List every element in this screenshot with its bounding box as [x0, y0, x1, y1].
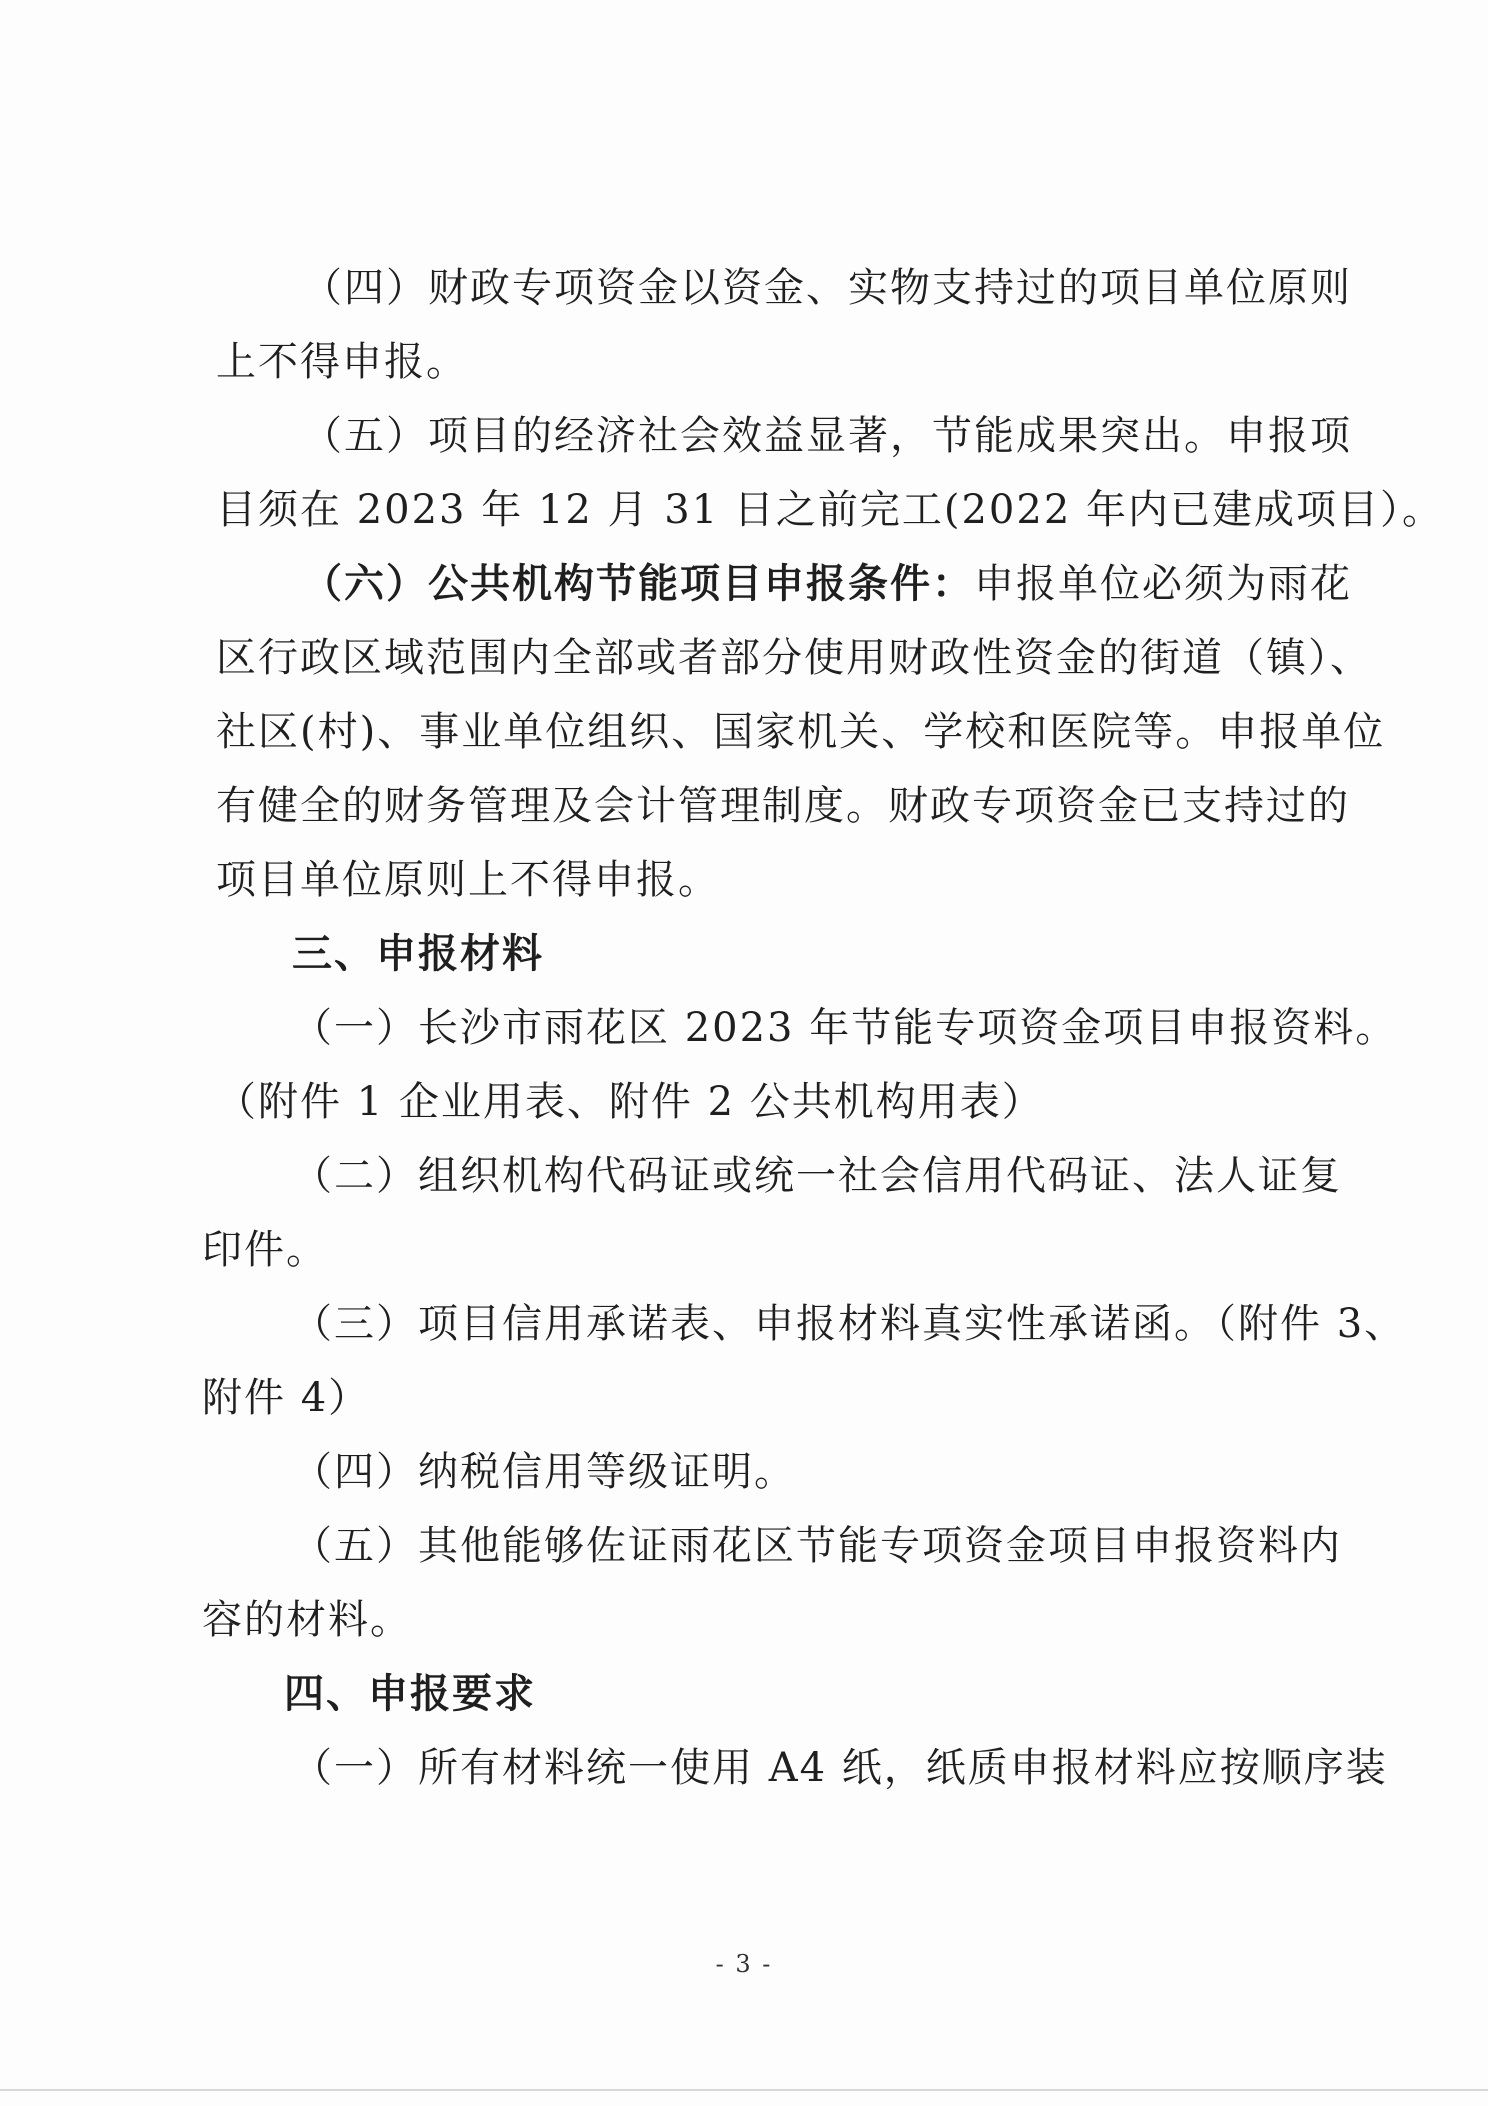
material-2-line-2: 印件。: [202, 1227, 328, 1273]
paragraph-6-line-1: [302, 560, 1352, 607]
material-3-line-2: 附件 4）: [202, 1375, 371, 1421]
paragraph-5-line-1: （五）项目的经济社会效益显著，节能成果突出。申报项: [302, 413, 1352, 459]
section-3-heading: 三、申报材料: [292, 930, 544, 977]
material-1-line-1: （一）长沙市雨花区 2023 年节能专项资金项目申报资料。: [292, 1005, 1398, 1051]
requirement-1-line-1: （一）所有材料统一使用 A4 纸，纸质申报材料应按顺序装: [292, 1745, 1388, 1791]
paragraph-6-text: 申报单位必须为雨花: [974, 561, 1352, 607]
page-number: - 3 -: [715, 1950, 773, 1978]
paragraph-6-line-4: 有健全的财务管理及会计管理制度。财政专项资金已支持过的: [216, 783, 1350, 829]
paragraph-5-line-2: 目须在 2023 年 12 月 31 日之前完工(2022 年内已建成项目）。: [216, 487, 1444, 533]
paragraph-6-line-3: 社区(村)、事业单位组织、国家机关、学校和医院等。申报单位: [216, 709, 1386, 755]
section-4-heading: 四、申报要求: [284, 1670, 536, 1717]
paragraph-4-line-2: 上不得申报。: [216, 339, 468, 385]
paragraph-6-line-5: 项目单位原则上不得申报。: [216, 857, 720, 903]
material-1-line-2: （附件 1 企业用表、附件 2 公共机构用表）: [216, 1079, 1044, 1125]
material-3-line-1: （三）项目信用承诺表、申报材料真实性承诺函。（附件 3、: [292, 1301, 1407, 1347]
material-5-line-2: 容的材料。: [202, 1597, 412, 1643]
bottom-edge-divider: [0, 2089, 1488, 2091]
material-4-line-1: （四）纳税信用等级证明。: [292, 1449, 796, 1495]
material-5-line-1: （五）其他能够佐证雨花区节能专项资金项目申报资料内: [292, 1523, 1342, 1569]
paragraph-6-line-2: 区行政区域范围内全部或者部分使用财政性资金的街道（镇）、: [216, 635, 1372, 681]
material-2-line-1: （二）组织机构代码证或统一社会信用代码证、法人证复: [292, 1153, 1342, 1199]
paragraph-6-bold-heading: （六）公共机构节能项目申报条件：: [302, 560, 974, 607]
paragraph-4-line-1: （四）财政专项资金以资金、实物支持过的项目单位原则: [302, 265, 1352, 311]
